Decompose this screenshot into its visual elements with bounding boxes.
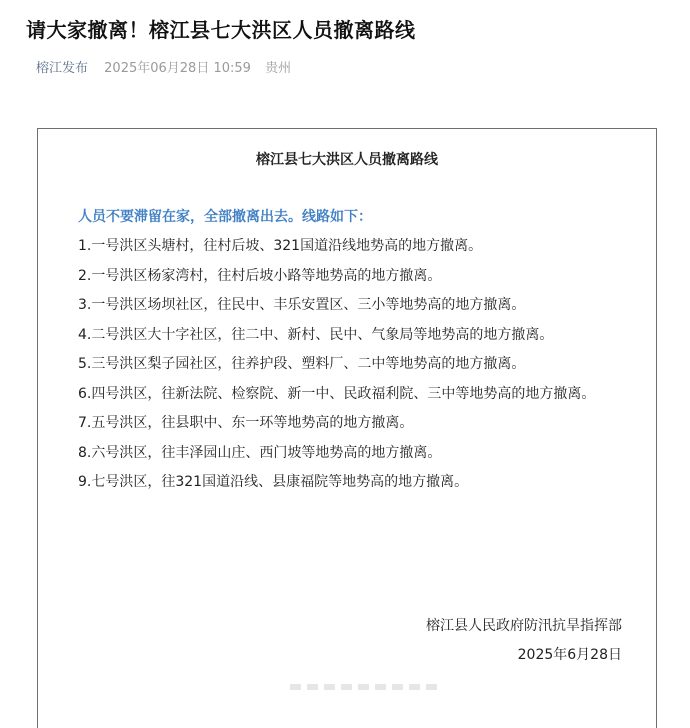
article-title: 请大家撤离！榕江县七大洪区人员撤离路线 <box>26 18 416 42</box>
pager-dot[interactable] <box>341 684 352 690</box>
signature-org: 榕江县人民政府防汛抗旱指挥部 <box>426 618 622 634</box>
pager-dot[interactable] <box>375 684 386 690</box>
notice-title: 榕江县七大洪区人员撤离路线 <box>256 152 438 168</box>
route-item: 7.五号洪区，往县职中、东一环等地势高的地方撤离。 <box>78 415 414 431</box>
pager-dot[interactable] <box>324 684 335 690</box>
publish-location: 贵州 <box>265 61 292 76</box>
route-item: 1.一号洪区头塘村，往村后坡、321国道沿线地势高的地方撤离。 <box>78 238 483 254</box>
route-item: 9.七号洪区，往321国道沿线、县康福院等地势高的地方撤离。 <box>78 474 469 490</box>
route-item: 3.一号洪区场坝社区，往民中、丰乐安置区、三小等地势高的地方撤离。 <box>78 297 526 313</box>
route-item: 6.四号洪区，往新法院、检察院、新一中、民政福利院、三中等地势高的地方撤离。 <box>78 385 596 402</box>
notice-intro: 人员不要滞留在家，全部撤离出去。线路如下： <box>78 209 372 225</box>
notice-image[interactable] <box>37 128 657 728</box>
pager-dot[interactable] <box>409 684 420 690</box>
pager-dot[interactable] <box>392 684 403 690</box>
signature-block <box>426 612 622 670</box>
pager-dot[interactable] <box>358 684 369 690</box>
pager-dot[interactable] <box>290 684 301 690</box>
signature-date: 2025年6月28日 <box>517 647 622 663</box>
pager-dot[interactable] <box>307 684 318 690</box>
article-meta <box>36 57 291 76</box>
source-link[interactable]: 榕江发布 <box>36 61 89 76</box>
image-pager[interactable] <box>290 683 437 691</box>
route-item: 5.三号洪区梨子园社区，往养护段、塑料厂、二中等地势高的地方撤离。 <box>78 356 526 372</box>
route-item: 4.二号洪区大十字社区，往二中、新村、民中、气象局等地势高的地方撤离。 <box>78 326 554 343</box>
pager-dot[interactable] <box>426 684 437 690</box>
route-item: 2.一号洪区杨家湾村，往村后坡小路等地势高的地方撤离。 <box>78 267 442 284</box>
route-item: 8.六号洪区，往丰泽园山庄、西门坡等地势高的地方撤离。 <box>78 444 442 461</box>
publish-time: 2025年06月28日 10:59 <box>104 61 251 76</box>
route-list <box>78 232 646 498</box>
